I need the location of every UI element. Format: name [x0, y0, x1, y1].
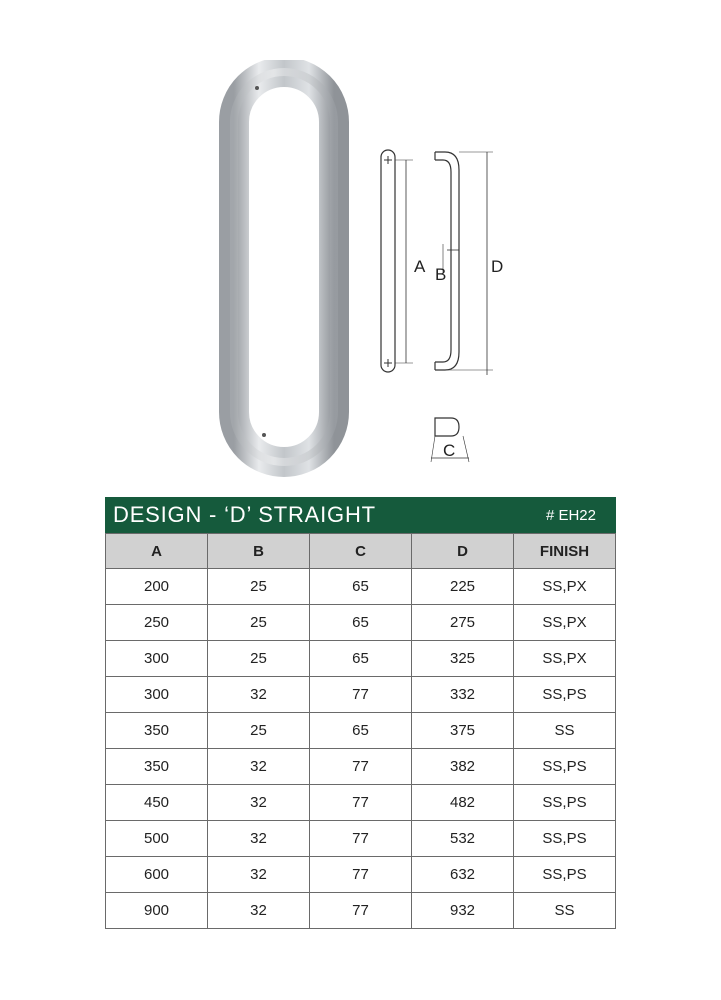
table-cell: 350	[106, 713, 208, 749]
table-cell: 482	[412, 785, 514, 821]
table-cell: 382	[412, 749, 514, 785]
table-cell: 32	[208, 677, 310, 713]
table-cell: 375	[412, 713, 514, 749]
bottom-fixing-dot	[262, 433, 266, 437]
specification-table-section	[105, 497, 616, 929]
column-header: D	[412, 534, 514, 569]
label-b: B	[435, 265, 447, 284]
table-cell: 350	[106, 749, 208, 785]
dimension-diagram	[365, 140, 515, 470]
table-cell: SS	[514, 713, 616, 749]
side-profile	[381, 150, 395, 372]
table-row	[106, 893, 616, 929]
handle-profile	[435, 152, 459, 370]
column-header: FINISH	[514, 534, 616, 569]
table-cell: 77	[310, 677, 412, 713]
table-cell: 450	[106, 785, 208, 821]
table-cell: 65	[310, 641, 412, 677]
table-cell: 77	[310, 893, 412, 929]
table-row	[106, 677, 616, 713]
table-cell: 250	[106, 605, 208, 641]
table-cell: SS,PX	[514, 569, 616, 605]
table-cell: 65	[310, 605, 412, 641]
table-row	[106, 641, 616, 677]
table-cell: 600	[106, 857, 208, 893]
table-cell: 77	[310, 785, 412, 821]
table-cell: 25	[208, 605, 310, 641]
table-cell: 500	[106, 821, 208, 857]
label-a: A	[414, 257, 426, 276]
table-cell: 275	[412, 605, 514, 641]
table-cell: 77	[310, 857, 412, 893]
table-row	[106, 713, 616, 749]
table-cell: SS,PX	[514, 605, 616, 641]
table-cell: SS,PS	[514, 785, 616, 821]
table-cell: SS,PX	[514, 641, 616, 677]
table-cell: 77	[310, 821, 412, 857]
table-cell: SS,PS	[514, 749, 616, 785]
table-cell: 900	[106, 893, 208, 929]
table-row	[106, 821, 616, 857]
product-banner	[105, 497, 616, 533]
cross-section-profile	[435, 418, 459, 436]
column-header: B	[208, 534, 310, 569]
product-code: # EH22	[545, 506, 596, 524]
table-cell: 300	[106, 677, 208, 713]
dimension-table	[105, 533, 616, 929]
table-row	[106, 749, 616, 785]
label-d: D	[491, 257, 504, 276]
column-header: A	[106, 534, 208, 569]
table-cell: 325	[412, 641, 514, 677]
table-cell: 300	[106, 641, 208, 677]
table-cell: 32	[208, 857, 310, 893]
table-cell: 65	[310, 713, 412, 749]
table-row	[106, 605, 616, 641]
d-handle-product-image	[200, 60, 380, 480]
table-cell: 32	[208, 749, 310, 785]
table-cell: 32	[208, 785, 310, 821]
table-cell: SS,PS	[514, 821, 616, 857]
table-row	[106, 785, 616, 821]
table-cell: 25	[208, 713, 310, 749]
table-cell: 632	[412, 857, 514, 893]
table-cell: 932	[412, 893, 514, 929]
table-cell: SS	[514, 893, 616, 929]
table-cell: 532	[412, 821, 514, 857]
table-cell: SS,PS	[514, 677, 616, 713]
table-cell: 25	[208, 641, 310, 677]
table-cell: 25	[208, 569, 310, 605]
table-cell: 65	[310, 569, 412, 605]
table-row	[106, 569, 616, 605]
table-cell: 200	[106, 569, 208, 605]
table-cell: 332	[412, 677, 514, 713]
top-fixing-dot	[255, 86, 259, 90]
label-c: C	[443, 441, 456, 460]
table-header-row	[106, 534, 616, 569]
column-header: C	[310, 534, 412, 569]
table-cell: 225	[412, 569, 514, 605]
product-title: DESIGN - ‘D’ STRAIGHT	[113, 502, 376, 527]
table-cell: SS,PS	[514, 857, 616, 893]
table-row	[106, 857, 616, 893]
table-cell: 32	[208, 893, 310, 929]
table-cell: 77	[310, 749, 412, 785]
table-cell: 32	[208, 821, 310, 857]
